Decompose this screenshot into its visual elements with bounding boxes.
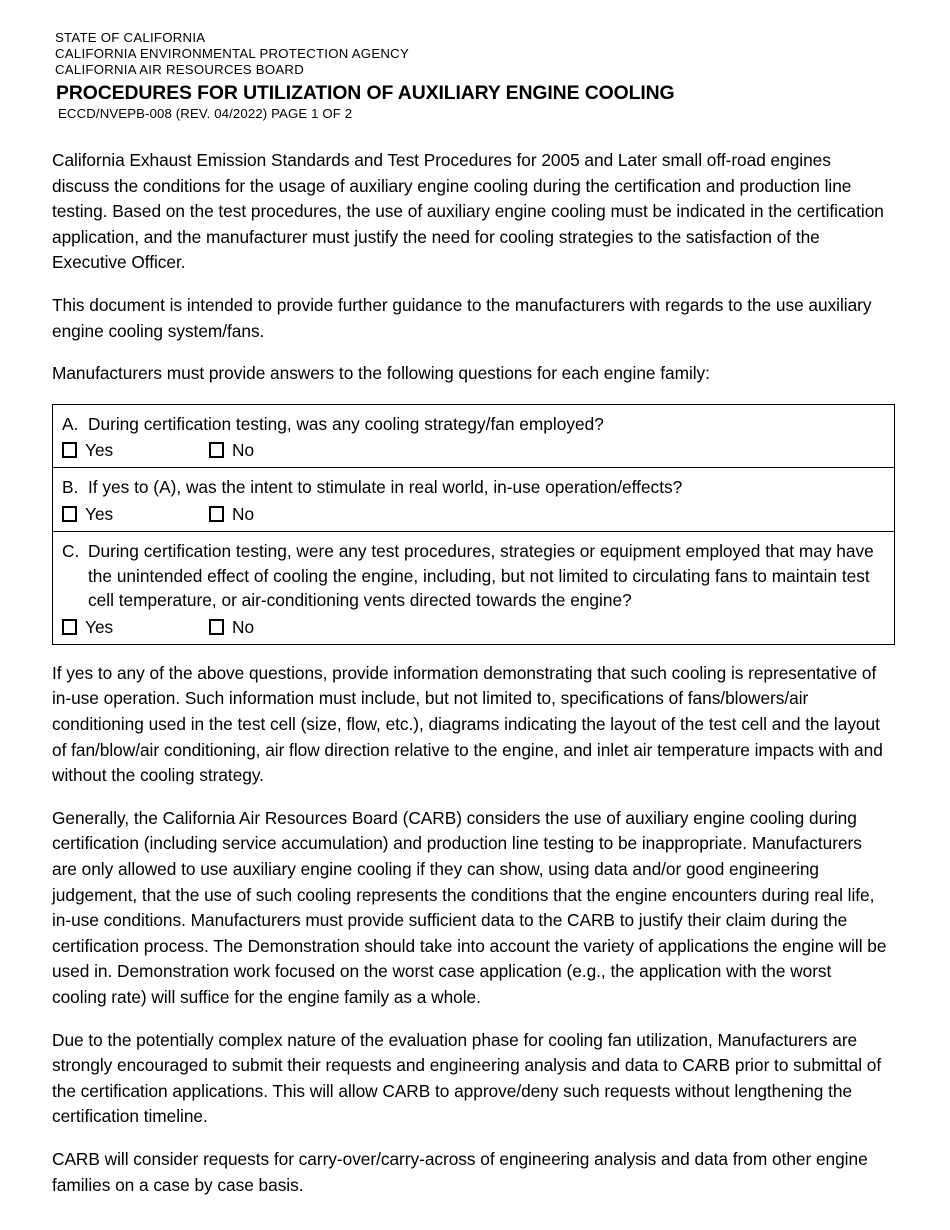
question-c-text: [62, 539, 884, 613]
question-a-option-no[interactable]: [209, 439, 254, 461]
letterhead: [55, 30, 894, 122]
checkbox-icon[interactable]: [62, 442, 77, 458]
question-row-a: [53, 405, 894, 469]
question-b-prompt: If yes to (A), was the intent to stimulate in real world, in-use operation/effects?: [88, 477, 683, 498]
question-c-option-yes-label: Yes: [85, 616, 114, 637]
questions-table: [52, 404, 895, 645]
paragraph-body-7: CARB will consider requests for carry-over/carry-across of engineering analysis and data from other engine families on a case by case basis.: [52, 1148, 868, 1195]
document-body: [52, 148, 894, 1198]
question-a-option-yes[interactable]: [62, 439, 209, 461]
question-c-letter: C.: [62, 541, 80, 562]
checkbox-icon[interactable]: [62, 619, 77, 635]
question-b-option-yes-label: Yes: [85, 504, 114, 525]
checkbox-icon[interactable]: [209, 619, 224, 635]
question-a-option-no-label: No: [232, 440, 255, 461]
agency-line-state: STATE OF CALIFORNIA: [55, 30, 206, 45]
page-title: PROCEDURES FOR UTILIZATION OF AUXILIARY ENGINE COOLING: [56, 81, 675, 104]
document-code: ECCD/NVEPB-008 (REV. 04/2022) PAGE 1 OF 2: [58, 105, 353, 121]
paragraph-intro-2: This document is intended to provide further guidance to the manufacturers with regards to the use auxiliary engine cooling system/fans.: [52, 295, 872, 341]
question-a-answers: [62, 439, 884, 461]
question-c-option-no[interactable]: [209, 616, 254, 638]
checkbox-icon[interactable]: [209, 442, 224, 458]
question-b-answers: [62, 503, 884, 525]
paragraph-body-6: Due to the potentially complex nature of the evaluation phase for cooling fan utilization, Manufacturers are strongly encouraged to submit their requests and engineering analysis and data to CARB prior to submittal of the certification applications. This will allow CARB to approve/deny such requests without lengthening the certification timeline.: [52, 1029, 882, 1127]
question-a-text: [62, 412, 884, 437]
checkbox-icon[interactable]: [62, 506, 77, 522]
question-a-prompt: During certification testing, was any cooling strategy/fan employed?: [88, 413, 604, 434]
question-a-option-yes-label: Yes: [85, 440, 114, 461]
question-b-text: [62, 475, 884, 500]
paragraph-intro-1: California Exhaust Emission Standards and Test Procedures for 2005 and Later small off-road engines discuss the conditions for the usage of auxiliary engine cooling during the certification and production line testing. Based on the test procedures, the use of auxiliary engine cooling must be indicated in the certification application, and the manufacturer must justify the need for cooling strategies to the satisfaction of the Executive Officer.: [52, 150, 884, 273]
question-c-prompt: During certification testing, were any test procedures, strategies or equipment employed that may have the unintended effect of cooling the engine, including, but not limited to circulating fans to maintain test cell temperature, or air-conditioning vents directed towards the engine?: [88, 541, 874, 611]
question-b-option-no-label: No: [232, 504, 255, 525]
question-b-letter: B.: [62, 477, 79, 498]
paragraph-body-4: If yes to any of the above questions, provide information demonstrating that such cooling is representative of in-use operation. Such information must include, but not limited to, specifications of fans/blowers/air conditioning used in the test cell (size, flow, etc.), diagrams indicating the layout of the test cell and the layout of fan/blow/air conditioning, air flow direction relative to the engine, and inlet air temperature impacts with and without the cooling strategy.: [52, 662, 883, 786]
question-c-answers: [62, 616, 884, 638]
question-b-option-yes[interactable]: [62, 503, 209, 525]
checkbox-icon[interactable]: [209, 506, 224, 522]
question-a-letter: A.: [62, 413, 79, 434]
question-c-option-no-label: No: [232, 616, 255, 637]
agency-line-arb: CALIFORNIA AIR RESOURCES BOARD: [55, 62, 305, 78]
question-row-b: [53, 468, 894, 532]
agency-line-epa: CALIFORNIA ENVIRONMENTAL PROTECTION AGENCY: [55, 46, 410, 62]
paragraph-intro-3: Manufacturers must provide answers to the following questions for each engine family:: [52, 363, 710, 384]
question-row-c: [53, 532, 894, 644]
question-b-option-no[interactable]: [209, 503, 254, 525]
paragraph-body-5: Generally, the California Air Resources Board (CARB) considers the use of auxiliary engine cooling during certification (including service accumulation) and production line testing to be inappropriate. Manufacturers are only allowed to use auxiliary engine cooling if they can show, using data and/or good engineering judgement, that the use of such cooling represents the conditions that the engine encounters during real life, in-use conditions. Manufacturers must provide sufficient data to the CARB to justify their claim during the certification process. The Demonstration should take into account the variety of applications the engine will be used in. Demonstration work focused on the worst case application (e.g., the application with the worst cooling rate) will suffice for the engine family as a whole.: [52, 807, 887, 1007]
question-c-option-yes[interactable]: [62, 616, 209, 638]
